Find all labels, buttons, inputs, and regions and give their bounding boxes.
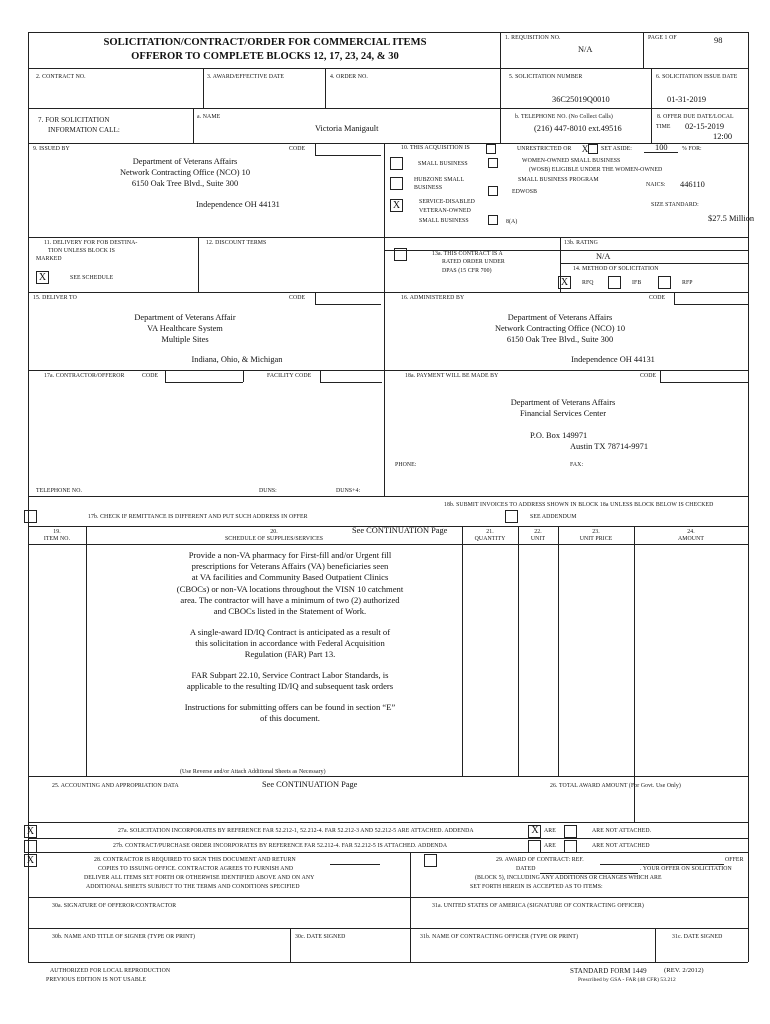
due-time-value: 12:00 bbox=[713, 132, 733, 141]
edwosb-checkbox[interactable] bbox=[488, 186, 498, 196]
addenda-are-label: ARE bbox=[544, 828, 556, 834]
time-label: TIME bbox=[656, 124, 671, 130]
po-addenda-are-label: ARE bbox=[544, 843, 556, 849]
name-label: a. NAME bbox=[197, 114, 221, 120]
phone-label: b. TELEPHONE NO. (No Collect Calls) bbox=[515, 114, 613, 120]
award-label-2: . YOUR OFFER ON SOLICITATION bbox=[640, 866, 732, 872]
item-no-header: ITEM NO. bbox=[43, 536, 71, 542]
addendum-checkbox[interactable] bbox=[505, 510, 518, 523]
deliver-to-line-2: VA Healthcare System bbox=[147, 324, 223, 333]
due-date-label: 8. OFFER DUE DATE/LOCAL bbox=[657, 114, 734, 120]
amount-header-num: 24. bbox=[687, 529, 695, 535]
remittance-checkbox[interactable] bbox=[24, 510, 37, 523]
page-total: 98 bbox=[714, 36, 723, 45]
payment-line-3: P.O. Box 149971 bbox=[530, 431, 588, 440]
po-attached-checkbox[interactable] bbox=[24, 840, 37, 853]
solicitation-no-value: 36C25019Q0010 bbox=[552, 95, 610, 104]
ifb-checkbox[interactable] bbox=[608, 276, 621, 289]
acquisition-label: 10. THIS ACQUISITION IS bbox=[401, 145, 470, 151]
facility-code-label: FACILITY CODE bbox=[267, 373, 312, 379]
rfp-label: RFP bbox=[682, 280, 693, 286]
fob-label-3: MARKED bbox=[36, 256, 62, 262]
quantity-header-num: 21. bbox=[486, 529, 494, 535]
total-award-label: 26. TOTAL AWARD AMOUNT (For Govt. Use Only) bbox=[550, 783, 681, 789]
officer-date-label: 31c. DATE SIGNED bbox=[672, 934, 723, 940]
schedule-paragraph-3: FAR Subpart 22.10, Service Contract Labor Standards, is applicable to the resulting ID/IQ and subsequent task orders bbox=[186, 670, 394, 692]
payment-line-2: Financial Services Center bbox=[519, 409, 607, 418]
deliver-to-label: 15. DELIVER TO bbox=[33, 295, 77, 301]
unit-header: UNIT bbox=[530, 536, 546, 542]
rating-label: 13b. RATING bbox=[564, 240, 598, 246]
footer-revision: (REV. 2/2012) bbox=[664, 967, 704, 974]
deliver-to-code-label: CODE bbox=[289, 295, 306, 301]
small-business-checkbox[interactable] bbox=[390, 157, 403, 170]
requisition-value: N/A bbox=[578, 45, 593, 54]
info-call-label-2: INFORMATION CALL: bbox=[48, 126, 120, 134]
rfq-label: RFQ bbox=[582, 280, 594, 286]
dpas-label-3: DPAS (15 CFR 700) bbox=[442, 268, 492, 274]
eight-a-label: 8(A) bbox=[506, 219, 518, 225]
dpas-checkbox[interactable] bbox=[394, 248, 407, 261]
contractor-sign-label-4: ADDITIONAL SHEETS SUBJECT TO THE TERMS AND CONDITIONS SPECIFIED bbox=[86, 884, 300, 890]
rfq-checkbox[interactable]: X bbox=[558, 276, 571, 289]
officer-name-label: 31b. NAME OF CONTRACTING OFFICER (TYPE OR PRINT) bbox=[420, 934, 579, 940]
see-schedule-label: SEE SCHEDULE bbox=[70, 275, 114, 281]
unrestricted-label: UNRESTRICTED OR bbox=[517, 146, 572, 152]
wosb-label-1: WOMEN-OWNED SMALL BUSINESS bbox=[522, 158, 621, 164]
solicitation-no-label: 5. SOLICITATION NUMBER bbox=[509, 74, 583, 80]
contractor-sign-label-2: COPIES TO ISSUING OFFICE. CONTRACTOR AGREES TO FURNISH AND bbox=[98, 866, 294, 872]
set-aside-checkbox[interactable] bbox=[588, 144, 598, 154]
issued-by-line-3: 6150 Oak Tree Blvd., Suite 300 bbox=[131, 179, 239, 188]
award-label-3: (BLOCK 5), INCLUDING ANY ADDITIONS OR CHANGES WHICH ARE bbox=[475, 875, 662, 881]
due-date-value: 02-15-2019 bbox=[685, 122, 725, 131]
eight-a-checkbox[interactable] bbox=[488, 215, 498, 225]
accounting-label: 25. ACCOUNTING AND APPROPRIATION DATA bbox=[52, 783, 179, 789]
supplies-header-num: 20. bbox=[270, 529, 278, 535]
form-subtitle: OFFEROR TO COMPLETE BLOCKS 12, 17, 23, 24, & 30 bbox=[131, 51, 399, 62]
award-label-1: 29. AWARD OF CONTRACT: REF. bbox=[496, 857, 584, 863]
offeror-signature-label: 30a. SIGNATURE OF OFFEROR/CONTRACTOR bbox=[52, 903, 177, 909]
duns-label: DUNS: bbox=[259, 488, 277, 494]
award-offer-label: OFFER bbox=[725, 857, 744, 863]
naics-value: 446110 bbox=[680, 180, 705, 189]
dpas-label-1: 13a. THIS CONTRACT IS A bbox=[432, 251, 503, 257]
payment-phone-label: PHONE: bbox=[395, 462, 417, 468]
sdvosb-label-1: SERVICE-DISABLED bbox=[419, 199, 475, 205]
remittance-label: 17b. CHECK IF REMITTANCE IS DIFFERENT AND PUT SUCH ADDRESS IN OFFER bbox=[88, 514, 308, 520]
naics-label: NAICS: bbox=[646, 182, 666, 188]
addenda-are-not-checkbox[interactable] bbox=[564, 825, 577, 838]
administered-by-line-1: Department of Veterans Affairs bbox=[507, 313, 613, 322]
sdvosb-checkbox[interactable]: X bbox=[390, 199, 403, 212]
issued-by-line-4: Independence OH 44131 bbox=[196, 200, 280, 209]
solicitation-incorporates-label: 27a. SOLICITATION INCORPORATES BY REFERENCE FAR 52.212-1, 52.212-4. FAR 52.212-3 AND 52.212-5 ARE ATTACHED. ADDENDA bbox=[118, 828, 474, 834]
contractor-code-label: CODE bbox=[142, 373, 159, 379]
issued-by-line-1: Department of Veterans Affairs bbox=[132, 157, 238, 166]
deliver-to-line-4: Indiana, Ohio, & Michigan bbox=[191, 355, 283, 364]
set-aside-percent: 100 bbox=[655, 143, 668, 152]
order-no-label: 4. ORDER NO. bbox=[330, 74, 368, 80]
fob-label-1: 11. DELIVERY FOR FOB DESTINA- bbox=[44, 240, 138, 246]
footer-form-name: STANDARD FORM 1449 bbox=[570, 967, 647, 975]
contract-no-label: 2. CONTRACT NO. bbox=[36, 74, 86, 80]
contracting-officer-signature-label: 31a. UNITED STATES OF AMERICA (SIGNATURE OF CONTRACTING OFFICER) bbox=[432, 903, 644, 909]
deliver-to-line-1: Department of Veterans Affair bbox=[134, 313, 236, 322]
payment-label: 18a. PAYMENT WILL BE MADE BY bbox=[405, 373, 499, 379]
deliver-to-line-3: Multiple Sites bbox=[161, 335, 209, 344]
schedule-paragraph-1: Provide a non-VA pharmacy for First-fill and/or Urgent fill prescriptions for Veterans Affairs (VA) beneficiaries seen at VA facilities and Community Based Outpatient Clinics (CBOCs) or non-VA locations throughout the VISN 10 catchment area. The contractor will have a minimum of two (2) authorized and CBOCs listed in the Statement of Work. bbox=[176, 550, 404, 617]
contractor-sign-checkbox[interactable]: X bbox=[24, 854, 37, 867]
contractor-label: 17a. CONTRACTOR/OFFEROR bbox=[44, 373, 125, 379]
wosb-checkbox[interactable] bbox=[488, 158, 498, 168]
po-addenda-are-not-checkbox[interactable] bbox=[564, 840, 577, 853]
payment-line-4: Austin TX 78714-9971 bbox=[570, 442, 649, 451]
small-business-label: SMALL BUSINESS bbox=[418, 161, 468, 167]
see-addendum-label: SEE ADDENDUM bbox=[530, 514, 577, 520]
unrestricted-checkbox[interactable]: X bbox=[581, 144, 589, 154]
far-attached-checkbox[interactable]: X bbox=[24, 825, 37, 838]
sdvosb-label-3: SMALL BUSINESS bbox=[419, 218, 469, 224]
unit-price-header-num: 23. bbox=[592, 529, 600, 535]
reverse-note: (Use Reverse and/or Attach Additional Sheets as Necessary) bbox=[180, 769, 326, 775]
schedule-paragraph-2: A single-award ID/IQ Contract is anticipated as a result of this solicitation in accordance with Federal Acquisition Regulation (FAR) Part 13. bbox=[189, 627, 391, 660]
rfp-checkbox[interactable] bbox=[658, 276, 671, 289]
issued-by-code-label: CODE bbox=[289, 146, 306, 152]
quantity-header: QUANTITY bbox=[474, 536, 506, 542]
phone-value: (216) 447-8010 ext.49516 bbox=[534, 124, 622, 133]
contractor-sign-label-3: DELIVER ALL ITEMS SET FORTH OR OTHERWISE IDENTIFIED ABOVE AND ON ANY bbox=[84, 875, 315, 881]
set-aside-label: SET ASIDE: bbox=[601, 146, 633, 152]
ifb-label: IFB bbox=[632, 280, 642, 286]
form-title: SOLICITATION/CONTRACT/ORDER FOR COMMERCIAL ITEMS bbox=[103, 37, 427, 48]
edwosb-label: EDWOSB bbox=[512, 189, 538, 195]
see-continuation-accounting: See CONTINUATION Page bbox=[262, 780, 358, 789]
payment-line-1: Department of Veterans Affairs bbox=[510, 398, 616, 407]
signer-name-label: 30b. NAME AND TITLE OF SIGNER (TYPE OR PRINT) bbox=[52, 934, 196, 940]
issue-date-label: 6. SOLICITATION ISSUE DATE bbox=[656, 74, 738, 80]
hubzone-checkbox[interactable] bbox=[390, 177, 403, 190]
fob-label-2: TION UNLESS BLOCK IS bbox=[48, 248, 115, 254]
amount-header: AMOUNT bbox=[677, 536, 705, 542]
invoice-label: 18b. SUBMIT INVOICES TO ADDRESS SHOWN IN BLOCK 18a UNLESS BLOCK BELOW IS CHECKED bbox=[444, 502, 714, 508]
contractor-sign-label-1: 28. CONTRACTOR IS REQUIRED TO SIGN THIS DOCUMENT AND RETURN bbox=[94, 857, 296, 863]
award-dated-label: DATED bbox=[516, 866, 536, 872]
percent-for-label: % FOR: bbox=[682, 146, 702, 152]
payment-fax-label: FAX: bbox=[570, 462, 584, 468]
administered-by-label: 16. ADMINISTERED BY bbox=[401, 295, 465, 301]
issue-date-value: 01-31-2019 bbox=[667, 95, 707, 104]
hubzone-label-1: HUBZONE SMALL bbox=[414, 177, 465, 183]
method-label: 14. METHOD OF SOLICITATION bbox=[573, 266, 659, 272]
telephone-label: TELEPHONE NO. bbox=[36, 488, 83, 494]
administered-by-line-2: Network Contracting Office (NCO) 10 bbox=[494, 324, 626, 333]
wosb-label-3: SMALL BUSINESS PROGRAM bbox=[518, 177, 599, 183]
discount-terms-label: 12. DISCOUNT TERMS bbox=[206, 240, 267, 246]
po-addenda-are-not-label: ARE NOT ATTACHED bbox=[592, 843, 650, 849]
see-schedule-checkbox[interactable]: X bbox=[36, 271, 49, 284]
info-call-label-1: 7. FOR SOLICITATION bbox=[38, 116, 110, 124]
issued-by-line-2: Network Contracting Office (NCO) 10 bbox=[119, 168, 251, 177]
duns4-label: DUNS+4: bbox=[336, 488, 361, 494]
item-no-header-num: 19. bbox=[53, 529, 61, 535]
administered-by-line-3: 6150 Oak Tree Blvd., Suite 300 bbox=[506, 335, 614, 344]
addenda-are-not-label: ARE NOT ATTACHED. bbox=[592, 828, 652, 834]
po-addenda-are-checkbox[interactable] bbox=[528, 840, 541, 853]
size-standard-label: SIZE STANDARD: bbox=[651, 202, 699, 208]
addenda-are-mark: X bbox=[531, 825, 539, 836]
payment-code-label: CODE bbox=[640, 373, 657, 379]
signer-date-label: 30c. DATE SIGNED bbox=[295, 934, 346, 940]
award-checkbox[interactable] bbox=[424, 854, 437, 867]
footer-previous-edition: PREVIOUS EDITION IS NOT USABLE bbox=[46, 977, 147, 983]
sdvosb-label-2: VETERAN-OWNED bbox=[419, 208, 471, 214]
unit-price-header: UNIT PRICE bbox=[579, 536, 613, 542]
page-label: PAGE 1 OF bbox=[648, 35, 677, 41]
rating-value: N/A bbox=[596, 252, 611, 261]
award-date-label: 3. AWARD/EFFECTIVE DATE bbox=[207, 74, 285, 80]
name-value: Victoria Manigault bbox=[315, 124, 379, 133]
wosb-label-2: (WOSB) ELIGIBLE UNDER THE WOMEN-OWNED bbox=[529, 167, 663, 173]
administered-by-code-label: CODE bbox=[649, 295, 666, 301]
hubzone-label-2: BUSINESS bbox=[414, 185, 443, 191]
acquisition-checkbox[interactable] bbox=[486, 144, 496, 154]
supplies-header: SCHEDULE OF SUPPLIES/SERVICES bbox=[224, 536, 324, 542]
see-continuation-schedule: See CONTINUATION Page bbox=[352, 526, 448, 535]
po-incorporates-label: 27b. CONTRACT/PURCHASE ORDER INCORPORATES BY REFERENCE FAR 52.212-4. FAR 52.212-5 IS ATTACHED. ADDENDA bbox=[113, 843, 448, 849]
size-standard-value: $27.5 Million bbox=[708, 214, 755, 223]
administered-by-line-4: Independence OH 44131 bbox=[571, 355, 655, 364]
schedule-paragraph-4: Instructions for submitting offers can be found in section “E” of this document. bbox=[184, 702, 396, 724]
footer-prescribed: Prescribed by GSA - FAR (48 CFR) 53.212 bbox=[578, 977, 676, 983]
footer-reproduction: AUTHORIZED FOR LOCAL REPRODUCTION bbox=[50, 968, 171, 974]
requisition-label: 1. REQUISITION NO. bbox=[505, 35, 561, 41]
addenda-are-checkbox[interactable] bbox=[528, 825, 541, 838]
unit-header-num: 22. bbox=[534, 529, 542, 535]
issued-by-label: 9. ISSUED BY bbox=[33, 146, 70, 152]
award-label-4: SET FORTH HEREIN IS ACCEPTED AS TO ITEMS: bbox=[470, 884, 603, 890]
dpas-label-2: RATED ORDER UNDER bbox=[442, 259, 505, 265]
